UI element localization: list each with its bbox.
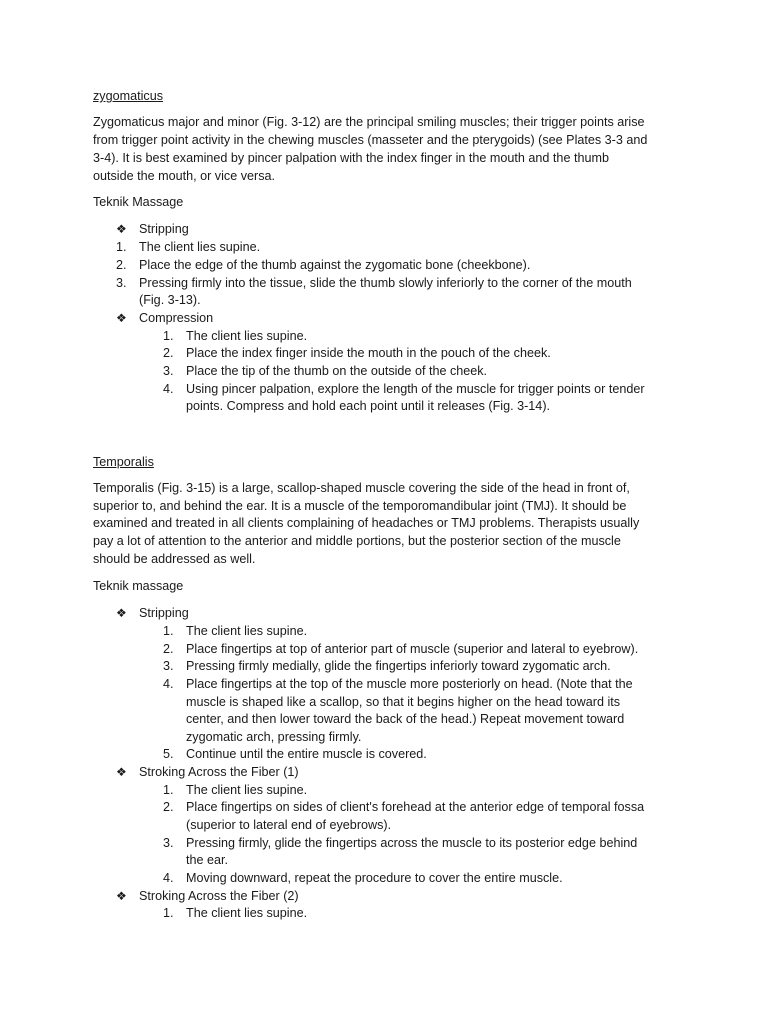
list-number: 2.: [163, 800, 174, 814]
list-item-continuation: (superior to lateral end of eyebrows).: [186, 818, 392, 832]
list-item: The client lies supine.: [186, 783, 308, 797]
list-item: The client lies supine.: [186, 906, 308, 920]
list-number: 1.: [163, 783, 174, 797]
list-number: 4.: [163, 871, 174, 885]
list-number: 1.: [116, 240, 127, 254]
list-item-continuation: center, and then lower toward the back of the head.) Repeat movement toward: [186, 712, 625, 726]
list-item-continuation: muscle is shaped like a scallop, so that it begins higher on the head toward its: [186, 695, 621, 709]
list-title-stripping: Stripping: [139, 222, 189, 236]
list-item: The client lies supine.: [186, 329, 308, 343]
list-item: Place fingertips at top of anterior part of muscle (superior and lateral to eyebrow).: [186, 642, 639, 656]
section-heading-temporalis: Temporalis: [93, 455, 154, 469]
list-item: Moving downward, repeat the procedure to cover the entire muscle.: [186, 871, 563, 885]
list-number: 2.: [163, 642, 174, 656]
list-item: Place the index finger inside the mouth in the pouch of the cheek.: [186, 346, 551, 360]
paragraph-line: examined and treated in all clients complaining of headaches or TMJ problems. Therapists usually: [93, 516, 640, 530]
list-item: The client lies supine.: [186, 624, 308, 638]
list-title-stroking-2: Stroking Across the Fiber (2): [139, 889, 299, 903]
list-number: 1.: [163, 624, 174, 638]
diamond-bullet-icon: ❖: [116, 765, 127, 779]
list-item: Continue until the entire muscle is covered.: [186, 747, 427, 761]
list-title-stripping: Stripping: [139, 606, 189, 620]
paragraph-line: Temporalis (Fig. 3-15) is a large, scallop-shaped muscle covering the side of the head in front of,: [93, 481, 630, 495]
list-item: Place fingertips on sides of client's forehead at the anterior edge of temporal fossa: [186, 800, 645, 814]
list-number: 2.: [163, 346, 174, 360]
paragraph-line: pay a lot of attention to the anterior and middle portions, but the posterior section of the muscle: [93, 534, 621, 548]
list-number: 2.: [116, 258, 127, 272]
list-title-stroking-1: Stroking Across the Fiber (1): [139, 765, 299, 779]
list-item: Place fingertips at the top of the muscle more posteriorly on head. (Note that the: [186, 677, 633, 691]
teknik-label: Teknik massage: [93, 579, 184, 593]
list-item: The client lies supine.: [139, 240, 261, 254]
list-number: 3.: [163, 364, 174, 378]
list-item: Place the tip of the thumb on the outside of the cheek.: [186, 364, 488, 378]
list-number: 3.: [163, 836, 174, 850]
diamond-bullet-icon: ❖: [116, 889, 127, 903]
list-number: 1.: [163, 906, 174, 920]
list-number: 5.: [163, 747, 174, 761]
section-heading-zygomaticus: zygomaticus: [93, 89, 163, 103]
diamond-bullet-icon: ❖: [116, 222, 127, 236]
list-number: 4.: [163, 677, 174, 691]
list-item: Pressing firmly into the tissue, slide the thumb slowly inferiorly to the corner of the mouth: [139, 276, 632, 290]
paragraph-line: Zygomaticus major and minor (Fig. 3-12) are the principal smiling muscles; their trigger points arise: [93, 115, 645, 129]
teknik-label: Teknik Massage: [93, 195, 184, 209]
paragraph-line: outside the mouth, or vice versa.: [93, 169, 276, 183]
list-number: 3.: [116, 276, 127, 290]
paragraph-line: superior to, and behind the ear. It is a muscle of the temporomandibular joint (TMJ). It should be: [93, 499, 627, 513]
paragraph-line: should be addressed as well.: [93, 552, 256, 566]
list-item-continuation: zygomatic arch, pressing firmly.: [186, 730, 362, 744]
list-item-continuation: (Fig. 3-13).: [139, 293, 201, 307]
diamond-bullet-icon: ❖: [116, 606, 127, 620]
diamond-bullet-icon: ❖: [116, 311, 127, 325]
list-number: 4.: [163, 382, 174, 396]
list-item: Pressing firmly, glide the fingertips across the muscle to its posterior edge behind: [186, 836, 638, 850]
list-number: 1.: [163, 329, 174, 343]
list-item: Using pincer palpation, explore the length of the muscle for trigger points or tender: [186, 382, 645, 396]
list-item: Pressing firmly medially, glide the fingertips inferiorly toward zygomatic arch.: [186, 659, 611, 673]
paragraph-line: from trigger point activity in the chewing muscles (masseter and the pterygoids) (see Plates 3-3 and: [93, 133, 648, 147]
list-title-compression: Compression: [139, 311, 214, 325]
paragraph-line: 3-4). It is best examined by pincer palpation with the index finger in the mouth and the thumb: [93, 151, 609, 165]
list-number: 3.: [163, 659, 174, 673]
list-item: Place the edge of the thumb against the zygomatic bone (cheekbone).: [139, 258, 531, 272]
list-item-continuation: the ear.: [186, 853, 229, 867]
list-item-continuation: points. Compress and hold each point until it releases (Fig. 3-14).: [186, 399, 551, 413]
